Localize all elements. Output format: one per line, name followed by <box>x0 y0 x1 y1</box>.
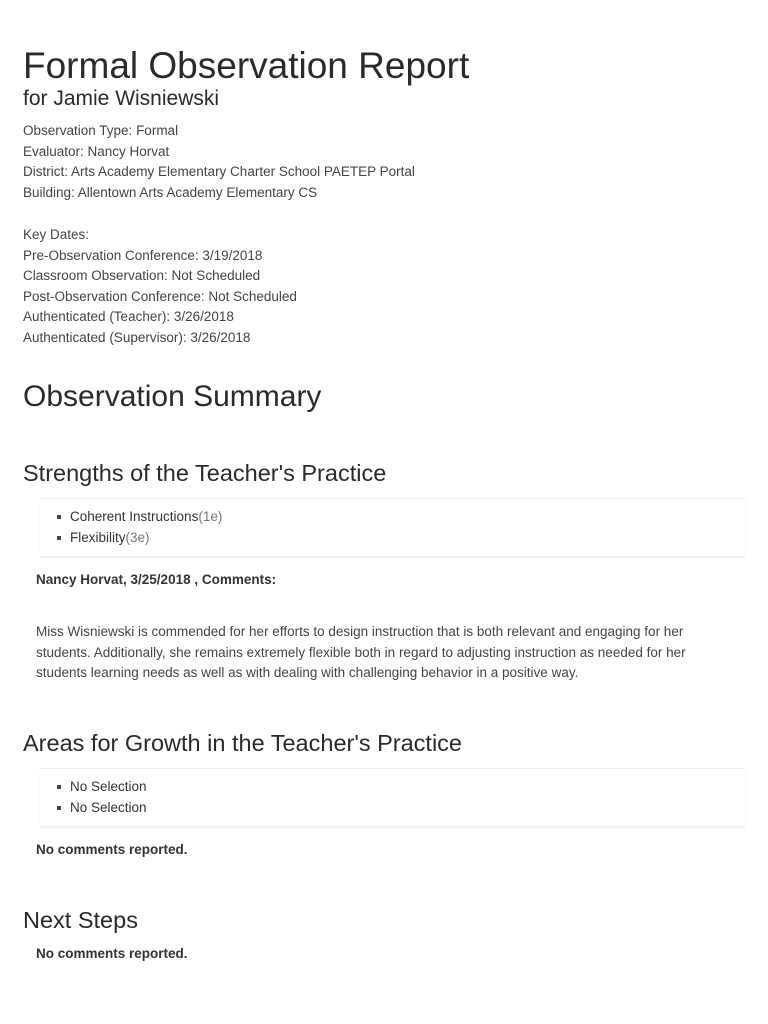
list-item <box>57 777 745 798</box>
strength-code: (1e) <box>198 509 223 524</box>
observation-type: Observation Type: Formal <box>23 123 179 138</box>
observation-summary-heading: Observation Summary <box>23 380 322 413</box>
square-bullet-icon <box>57 785 61 789</box>
authenticated-teacher-date: Authenticated (Teacher): 3/26/2018 <box>23 309 234 325</box>
strengths-comment-header: Nancy Horvat, 3/25/2018 , Comments: <box>36 572 277 587</box>
square-bullet-icon <box>57 515 61 519</box>
square-bullet-icon <box>57 536 61 540</box>
list-item <box>57 507 745 528</box>
strengths-heading: Strengths of the Teacher's Practice <box>23 460 387 486</box>
strengths-comment-body <box>36 622 741 684</box>
evaluator: Evaluator: Nancy Horvat <box>23 143 170 159</box>
post-observation-date: Post-Observation Conference: Not Scheduled <box>23 288 297 304</box>
comment-line: students learning needs as well as with dealing with challenging behavior in a positive way. <box>36 665 579 681</box>
pre-observation-date: Pre-Observation Conference: 3/19/2018 <box>23 247 263 263</box>
next-steps-heading: Next Steps <box>23 907 138 933</box>
strengths-list <box>40 498 745 557</box>
report-subtitle: for Jamie Wisniewski <box>23 87 220 110</box>
next-steps-comment: No comments reported. <box>36 946 188 961</box>
key-dates-heading: Key Dates: <box>23 227 90 242</box>
authenticated-supervisor-date: Authenticated (Supervisor): 3/26/2018 <box>23 329 251 345</box>
report-title: Formal Observation Report <box>23 45 470 86</box>
strength-label: Coherent Instructions <box>70 509 199 524</box>
classroom-observation-date: Classroom Observation: Not Scheduled <box>23 268 261 284</box>
key-dates <box>23 225 297 349</box>
list-item <box>57 798 745 819</box>
growth-list <box>40 768 745 827</box>
building: Building: Allentown Arts Academy Elementary CS <box>23 184 318 200</box>
strength-label: Flexibility <box>70 529 126 545</box>
list-item <box>57 528 745 549</box>
growth-comment: No comments reported. <box>36 842 188 857</box>
strength-code: (3e) <box>125 529 150 545</box>
comment-line: students. Additionally, she remains extremely flexible both in regard to adjusting instruction as needed for her <box>36 644 686 660</box>
district: District: Arts Academy Elementary Charter School PAETEP Portal <box>23 164 415 180</box>
observation-details <box>23 121 415 203</box>
square-bullet-icon <box>57 806 61 810</box>
comment-line: Miss Wisniewski is commended for her efforts to design instruction that is both relevant and engaging for her <box>36 624 684 639</box>
growth-heading: Areas for Growth in the Teacher's Practice <box>23 730 462 756</box>
growth-label: No Selection <box>70 799 147 815</box>
growth-label: No Selection <box>70 779 147 794</box>
